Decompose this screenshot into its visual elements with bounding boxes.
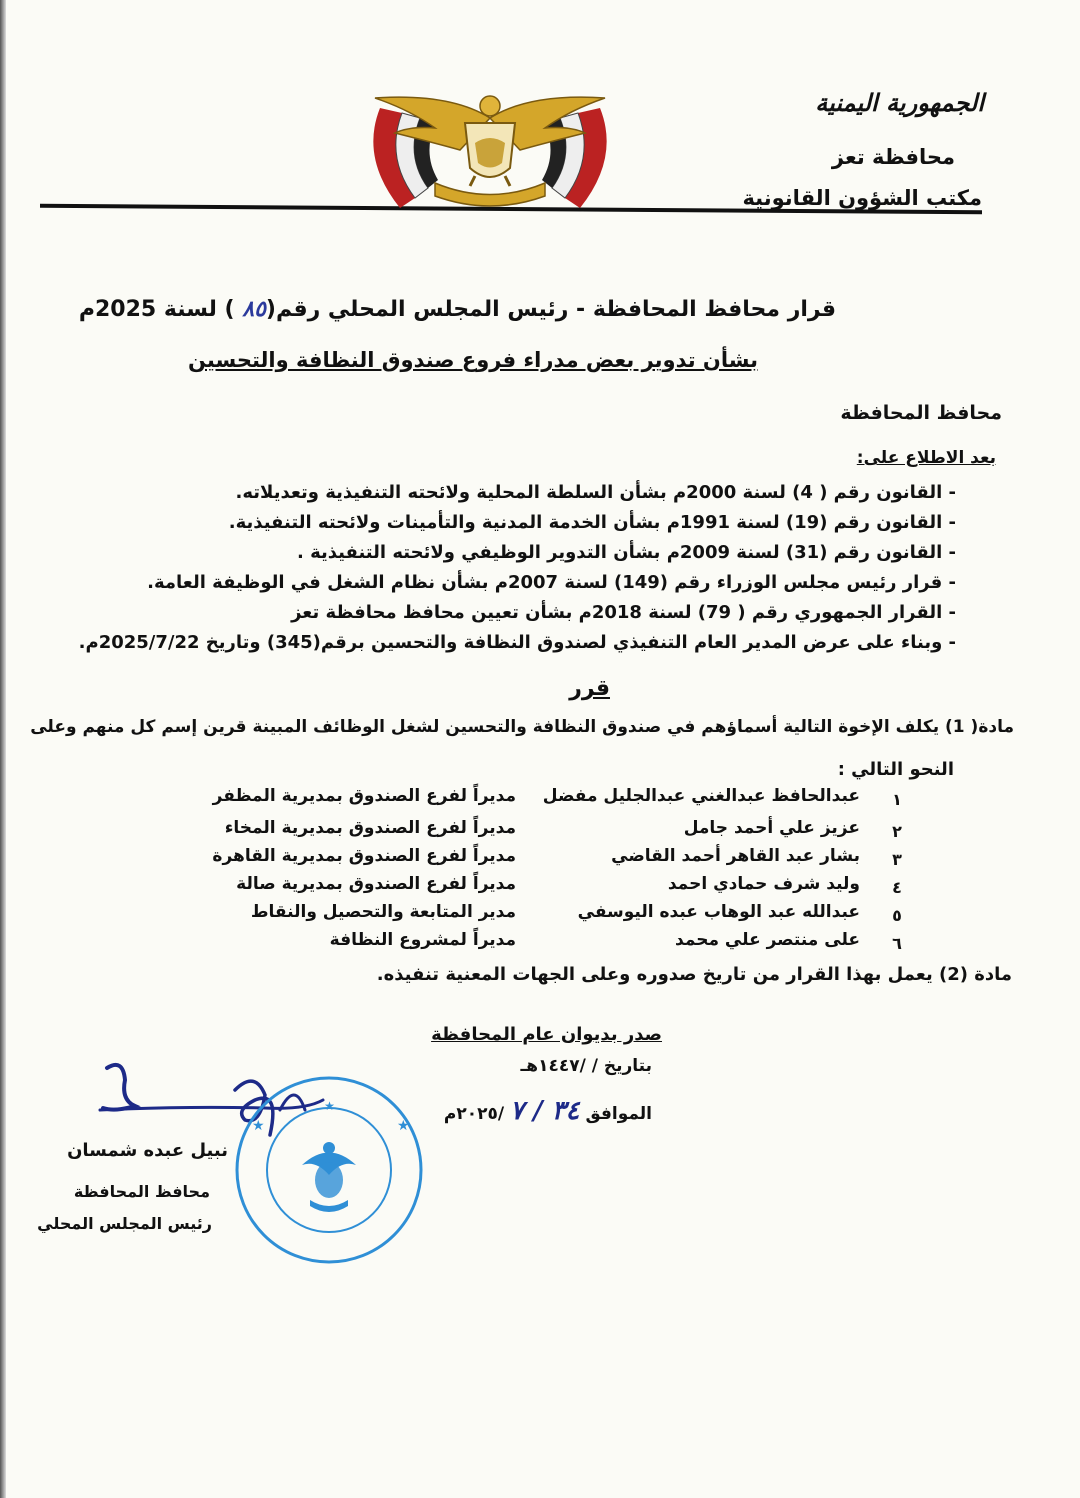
row-index: ١: [892, 790, 902, 809]
hijri-date: بتاريخ / /١٤٤٧هـ: [520, 1056, 652, 1076]
governor-heading: محافظ المحافظة: [840, 402, 1002, 424]
gregorian-prefix: الموافق: [579, 1104, 652, 1124]
law-item: - القانون رقم ( 4) لسنة 2000م بشأن السلطة المحلية ولائحته التنفيذية وتعديلاته.: [235, 482, 956, 503]
row-index: ٥: [892, 906, 902, 925]
row-name: عزيز علي أحمد جامل: [683, 818, 860, 838]
law-item: - القرار الجمهوري رقم ( 79) لسنة 2018م بشأن تعيين محافظ محافظة تعز: [291, 602, 956, 623]
law-item: - قرار رئيس مجلس الوزراء رقم (149) لسنة 2007م بشأن نظام الشغل في الوظيفة العامة.: [147, 572, 956, 593]
row-index: ٢: [892, 822, 902, 841]
svg-text:★: ★: [397, 1118, 410, 1134]
law-item: - القانون رقم (19) لسنة 1991م بشأن الخدمة المدنية والتأمينات ولائحته التنفيذية.: [228, 512, 956, 533]
row-position: مديراً لفرع الصندوق بمديرية صالة: [236, 874, 516, 894]
signatory-title-1: محافظ المحافظة: [73, 1182, 210, 1201]
row-index: ٤: [892, 878, 902, 897]
law-item: - وبناء على عرض المدير العام التنفيذي لصندوق النظافة والتحسين برقم(345) وتاريخ 2025/7/22م.: [78, 632, 956, 653]
gregorian-suffix: /٢٠٢٥م: [443, 1104, 511, 1124]
gregorian-date: [444, 1096, 652, 1126]
row-index: ٦: [892, 934, 902, 953]
article-1-text: مادة( 1) يكلف الإخوة التالية أسماؤهم في صندوق النظافة والتحسين لشغل الوظائف المبينة قرين إسم كل منهم وعلى: [30, 717, 1014, 737]
gregorian-handwritten: ٣٤ / ٧: [510, 1096, 580, 1126]
office-heading: مكتب الشؤون القانونية: [742, 186, 982, 210]
title-suffix: ) لسنة 2025م: [78, 297, 243, 322]
decision-number: ٨٥: [242, 296, 266, 322]
article-1-continuation: النحو التالي :: [837, 759, 954, 780]
republic-heading: الجمهورية اليمنية: [815, 88, 984, 117]
eagle-emblem-icon: [340, 88, 640, 218]
signatory-title-2: رئيس المجلس المحلي: [37, 1214, 212, 1233]
signatory-name: نبيل عبده شمسان: [67, 1140, 228, 1161]
law-item: - القانون رقم (31) لسنة 2009م بشأن التدوير الوظيفي ولائحته التنفيذية .: [296, 542, 956, 563]
official-stamp-icon: [232, 1070, 427, 1270]
governorate-heading: محافظة تعز: [831, 145, 955, 169]
decision-subject: بشأن تدوير بعض مدراء فروع صندوق النظافة والتحسين: [187, 348, 758, 372]
svg-text:★: ★: [324, 1099, 335, 1114]
svg-text:★: ★: [252, 1118, 265, 1134]
row-position: مديراً لفرع الصندوق بمديرية القاهرة: [212, 846, 516, 866]
row-position: مديراً لمشروع النظافة: [329, 930, 516, 950]
decision-title: [79, 296, 836, 322]
row-position: مديراً لفرع الصندوق بمديرية المخاء: [224, 818, 516, 838]
issued-at: صدر بديوان عام المحافظة: [431, 1024, 662, 1045]
row-position: مدير المتابعة والتحصيل والنقاط: [250, 902, 516, 922]
decides-heading: قرر: [569, 676, 610, 701]
row-name: وليد شرف حمادي احمد: [667, 874, 860, 894]
row-name: عبدالحافظ عبدالغني عبدالجليل مفضل: [542, 786, 860, 806]
title-prefix: قرار محافظ المحافظة - رئيس المجلس المحلي رقم(: [265, 297, 836, 322]
row-name: عبدالله عبد الوهاب عبده اليوسفي: [577, 902, 860, 922]
row-name: بشار عبد القاهر أحمد القاضي: [611, 846, 860, 866]
after-review-heading: بعد الاطلاع على:: [856, 448, 996, 468]
row-name: على منتصر علي محمد: [675, 930, 860, 950]
row-position: مديراً لفرع الصندوق بمديرية المظفر: [212, 786, 516, 806]
article-2-text: مادة (2) يعمل بهذا القرار من تاريخ صدوره وعلى الجهات المعنية تنفيذه.: [376, 964, 1012, 985]
row-index: ٣: [892, 850, 902, 869]
